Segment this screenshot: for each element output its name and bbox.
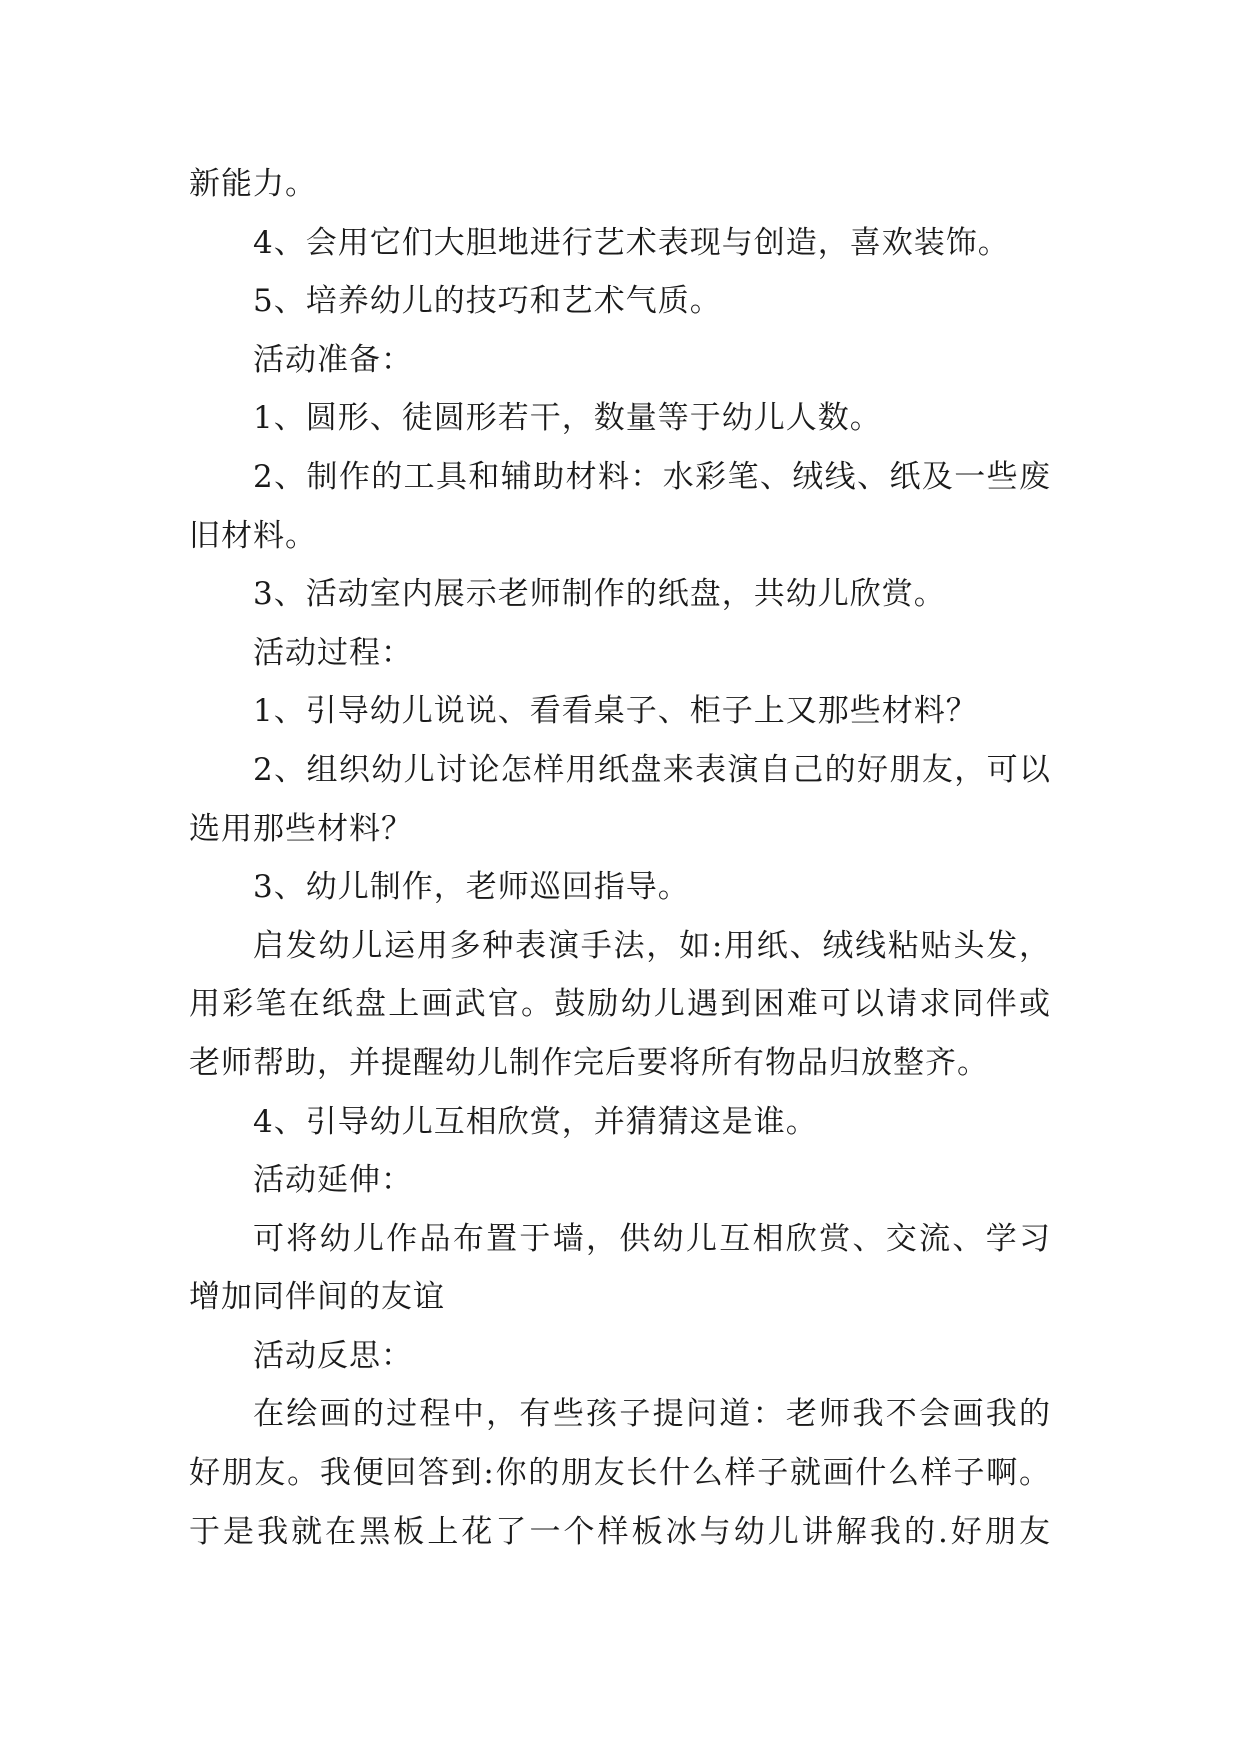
section-heading: 活动延伸： <box>253 1162 413 1199</box>
section-heading: 活动反思： <box>253 1337 413 1374</box>
section-heading: 活动准备： <box>253 341 413 378</box>
paragraph: 3、活动室内展示老师制作的纸盘，共幼儿欣赏。 <box>253 576 946 613</box>
paragraph: 新能力。 <box>189 166 317 202</box>
paragraph: 在绘画的过程中，有些孩子提问道：老师我不会画我的好朋友。我便回答到:你的朋友长什么样子就画什么样子啊。于是我就在黑板上花了一个样板冰与幼儿讲解我的.好朋友 <box>189 1396 1051 1550</box>
paragraph: 5、培养幼儿的技巧和艺术气质。 <box>253 283 722 320</box>
paragraph: 2、组织幼儿讨论怎样用纸盘来表演自己的好朋友，可以选用那些材料？ <box>189 751 1051 847</box>
paragraph: 3、幼儿制作，老师巡回指导。 <box>253 869 690 906</box>
paragraph: 1、圆形、徒圆形若干，数量等于幼儿人数。 <box>253 400 882 437</box>
paragraph: 启发幼儿运用多种表演手法，如:用纸、绒线粘贴头发，用彩笔在纸盘上画武官。鼓励幼儿遇到困难可以请求同伴或老师帮助，并提醒幼儿制作完后要将所有物品归放整齐。 <box>189 927 1051 1081</box>
document-body <box>189 155 1051 1561</box>
paragraph: 1、引导幼儿说说、看看桌子、柜子上又那些材料？ <box>253 693 978 730</box>
paragraph: 可将幼儿作品布置于墙，供幼儿互相欣赏、交流、学习增加同伴间的友谊 <box>189 1220 1051 1316</box>
paragraph: 2、制作的工具和辅助材料：水彩笔、绒线、纸及一些废旧材料。 <box>189 458 1051 554</box>
section-heading: 活动过程： <box>253 634 413 671</box>
paragraph: 4、引导幼儿互相欣赏，并猜猜这是谁。 <box>253 1103 818 1140</box>
paragraph: 4、会用它们大胆地进行艺术表现与创造，喜欢装饰。 <box>253 224 1010 261</box>
